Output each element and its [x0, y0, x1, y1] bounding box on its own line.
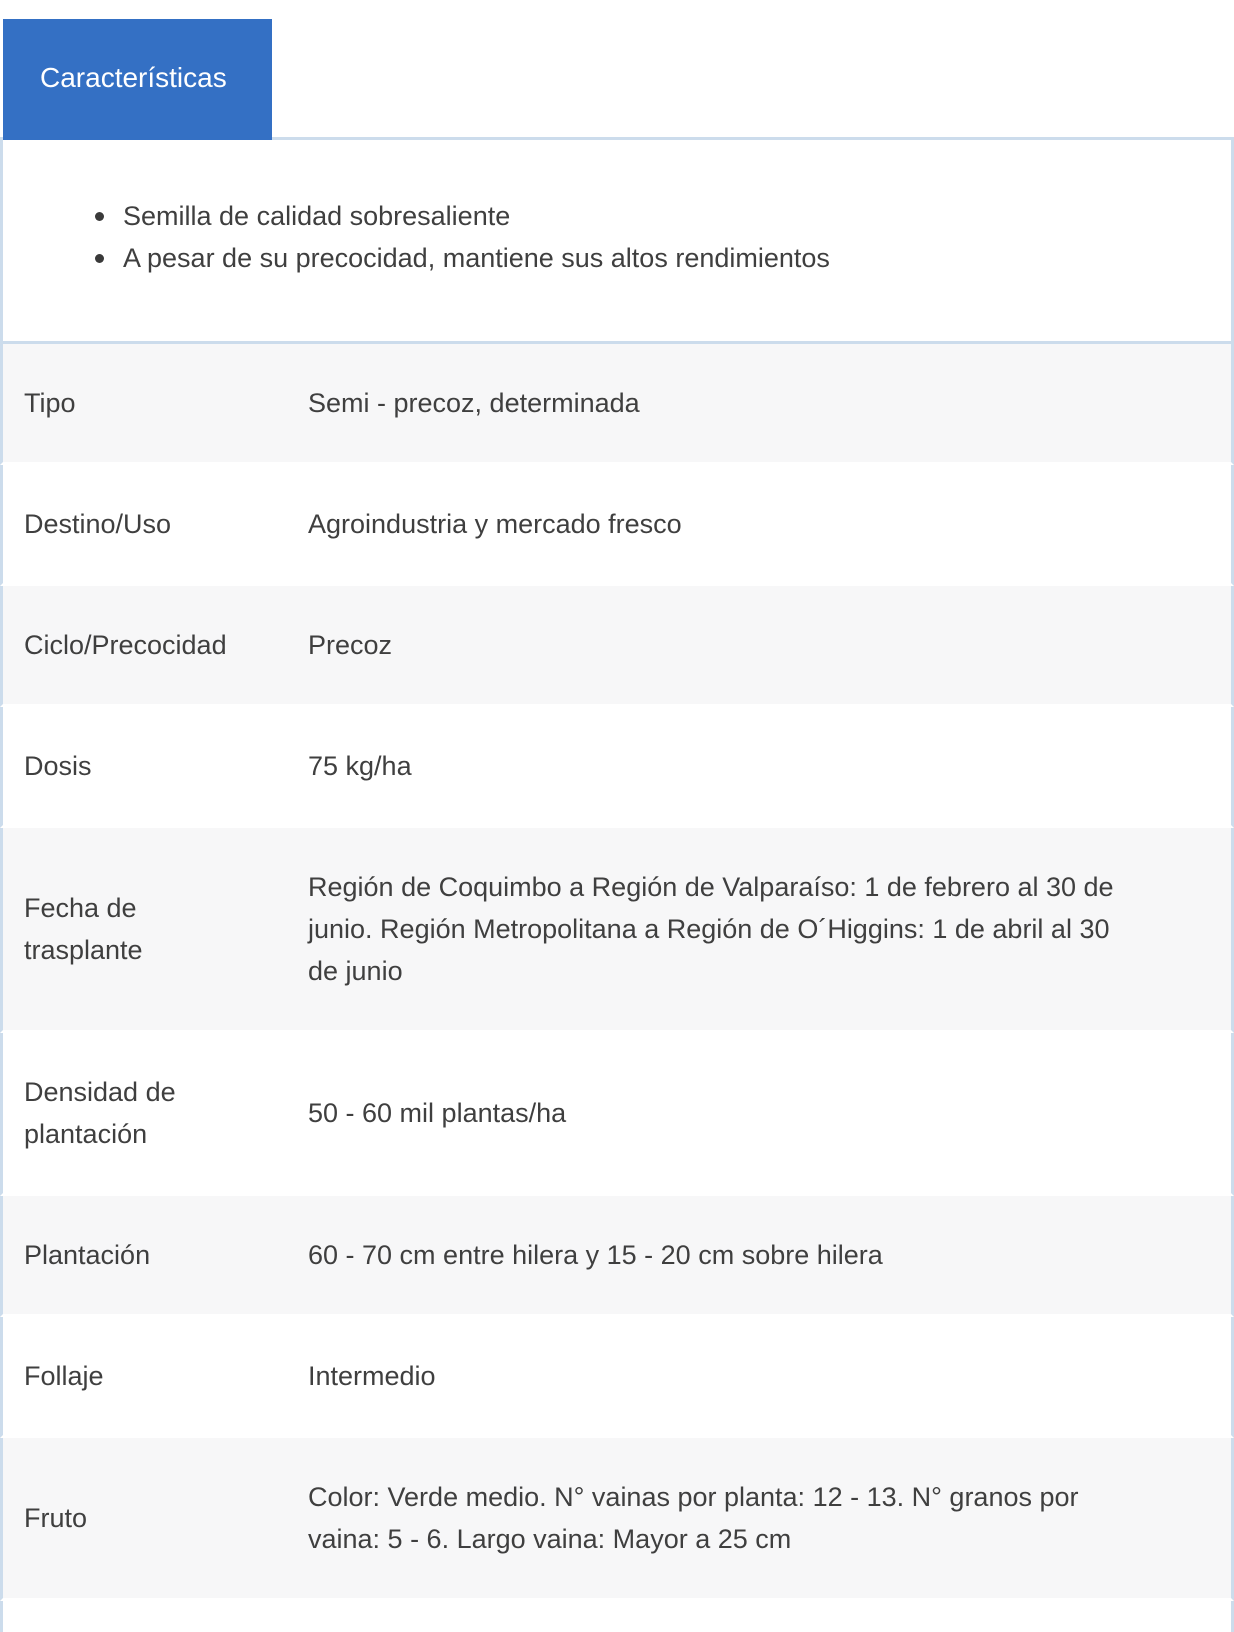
- spec-label: Follaje: [24, 1361, 104, 1391]
- spec-label: Plantación: [24, 1240, 151, 1270]
- spec-row-plantacion: [0, 1196, 1234, 1317]
- bullet-icon: [95, 212, 104, 221]
- spec-value: Agroindustria y mercado fresco: [308, 509, 682, 539]
- spec-value: 60 - 70 cm entre hilera y 15 - 20 cm sobre hilera: [308, 1240, 883, 1270]
- spec-label: Destino/Uso: [24, 509, 172, 539]
- tab-caracteristicas[interactable]: [3, 19, 272, 140]
- spec-label: Densidad de plantación: [24, 1077, 176, 1149]
- feature-bullet-list: [93, 195, 1141, 279]
- intro-section: [0, 140, 1234, 341]
- spec-row-partial: [0, 1601, 1234, 1632]
- spec-value: Precoz: [308, 630, 393, 660]
- feature-bullet-text: Semilla de calidad sobresaliente: [123, 201, 511, 231]
- spec-row-tipo: [0, 344, 1234, 465]
- spec-value: 75 kg/ha: [308, 751, 412, 781]
- spec-row-dosis: [0, 707, 1234, 828]
- spec-label: Fruto: [24, 1503, 88, 1533]
- characteristics-panel: [0, 137, 1234, 1632]
- spec-label: Dosis: [24, 751, 92, 781]
- spec-table: [0, 341, 1234, 1632]
- spec-row-ciclo-precocidad: [0, 586, 1234, 707]
- spec-label: Ciclo/Precocidad: [24, 630, 227, 660]
- spec-row-fruto: [0, 1438, 1234, 1601]
- spec-row-follaje: [0, 1317, 1234, 1438]
- spec-value: Color: Verde medio. N° vainas por planta: 12 - 13. N° granos por vaina: 5 - 6. Largo vaina: Mayor a 25 cm: [308, 1482, 1079, 1554]
- spec-value: Región de Coquimbo a Región de Valparaíso: 1 de febrero al 30 de junio. Región Metropolitana a Región de O´Higgins: 1 de abril al 30 de junio: [308, 872, 1114, 986]
- spec-row-fecha-trasplante: [0, 828, 1234, 1033]
- spec-value: Semi - precoz, determinada: [308, 388, 640, 418]
- spec-value: Intermedio: [308, 1361, 436, 1391]
- spec-value: 50 - 60 mil plantas/ha: [308, 1098, 567, 1128]
- bullet-icon: [95, 254, 104, 263]
- spec-label: Tipo: [24, 388, 76, 418]
- tab-caracteristicas-label: Características: [40, 62, 227, 93]
- tab-bar: [0, 0, 1234, 140]
- spec-row-densidad-plantacion: [0, 1033, 1234, 1196]
- feature-bullet: [93, 195, 1141, 237]
- feature-bullet-text: A pesar de su precocidad, mantiene sus altos rendimientos: [123, 243, 830, 273]
- spec-row-destino-uso: [0, 465, 1234, 586]
- spec-label: Fecha de trasplante: [24, 893, 143, 965]
- feature-bullet: [93, 237, 1141, 279]
